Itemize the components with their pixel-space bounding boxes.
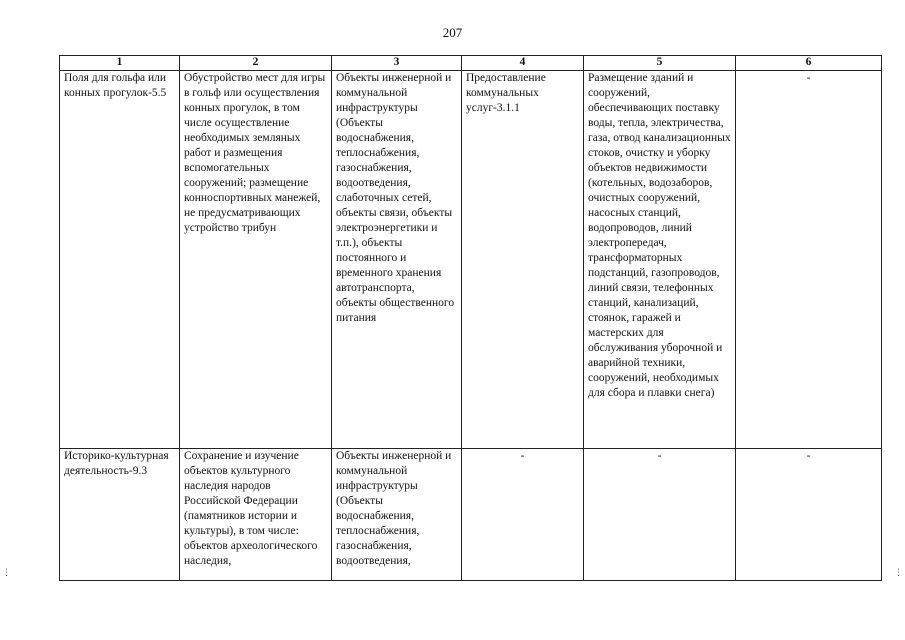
column-header-1: 1 [60,56,180,71]
cell-auxiliary-description: - [584,449,736,581]
scan-edge-mark-right: ⋮ [894,568,903,578]
column-header-6: 6 [736,56,882,71]
column-header-5: 5 [584,56,736,71]
column-header-3: 3 [332,56,462,71]
land-use-table [59,55,882,581]
cell-use-description: Обустройство мест для игры в гольф или осуществления конных прогулок, в том числе осуществление необходимых земляных работ и размещения вспомогательных сооружений; размещение конноспортивных манежей, не предусматривающих устройство трибун [180,71,332,449]
column-header-4: 4 [462,56,584,71]
column-header-2: 2 [180,56,332,71]
cell-use-description: Сохранение и изучение объектов культурного наследия народов Российской Федерации (памятников истории и культуры), в том числе: объектов археологического наследия, [180,449,332,581]
cell-use-type: Поля для гольфа или конных прогулок-5.5 [60,71,180,449]
cell-auxiliary-use: Предоставление коммунальных услуг-3.1.1 [462,71,584,449]
cell-objects: Объекты инженерной и коммунальной инфраструктуры (Объекты водоснабжения, теплоснабжения, газоснабжения, водоотведения, слаботочных сетей, объекты связи, объекты электроэнергетики и т.п.), объекты постоянного и временного хранения автотранспорта, объекты общественного питания [332,71,462,449]
table-header-row [60,56,882,71]
page-number: 207 [442,25,463,40]
scan-edge-mark-left: ⋮ [2,568,11,578]
cell-column-6: - [736,71,882,449]
table-row [60,71,882,449]
cell-auxiliary-description: Размещение зданий и сооружений, обеспечивающих поставку воды, тепла, электричества, газа, отвод канализационных стоков, очистку и уборку объектов недвижимости (котельных, водозаборов, очистных сооружений, насосных станций, водопроводов, линий электропередач, трансформаторных подстанций, газопроводов, линий связи, телефонных станций, канализаций, стоянок, гаражей и мастерских для обслуживания уборочной и аварийной техники, сооружений, необходимых для сбора и плавки снега) [584,71,736,449]
cell-column-6: - [736,449,882,581]
table-row [60,449,882,581]
cell-objects: Объекты инженерной и коммунальной инфраструктуры (Объекты водоснабжения, теплоснабжения, газоснабжения, водоотведения, [332,449,462,581]
cell-use-type: Историко-культурная деятельность-9.3 [60,449,180,581]
cell-auxiliary-use: - [462,449,584,581]
